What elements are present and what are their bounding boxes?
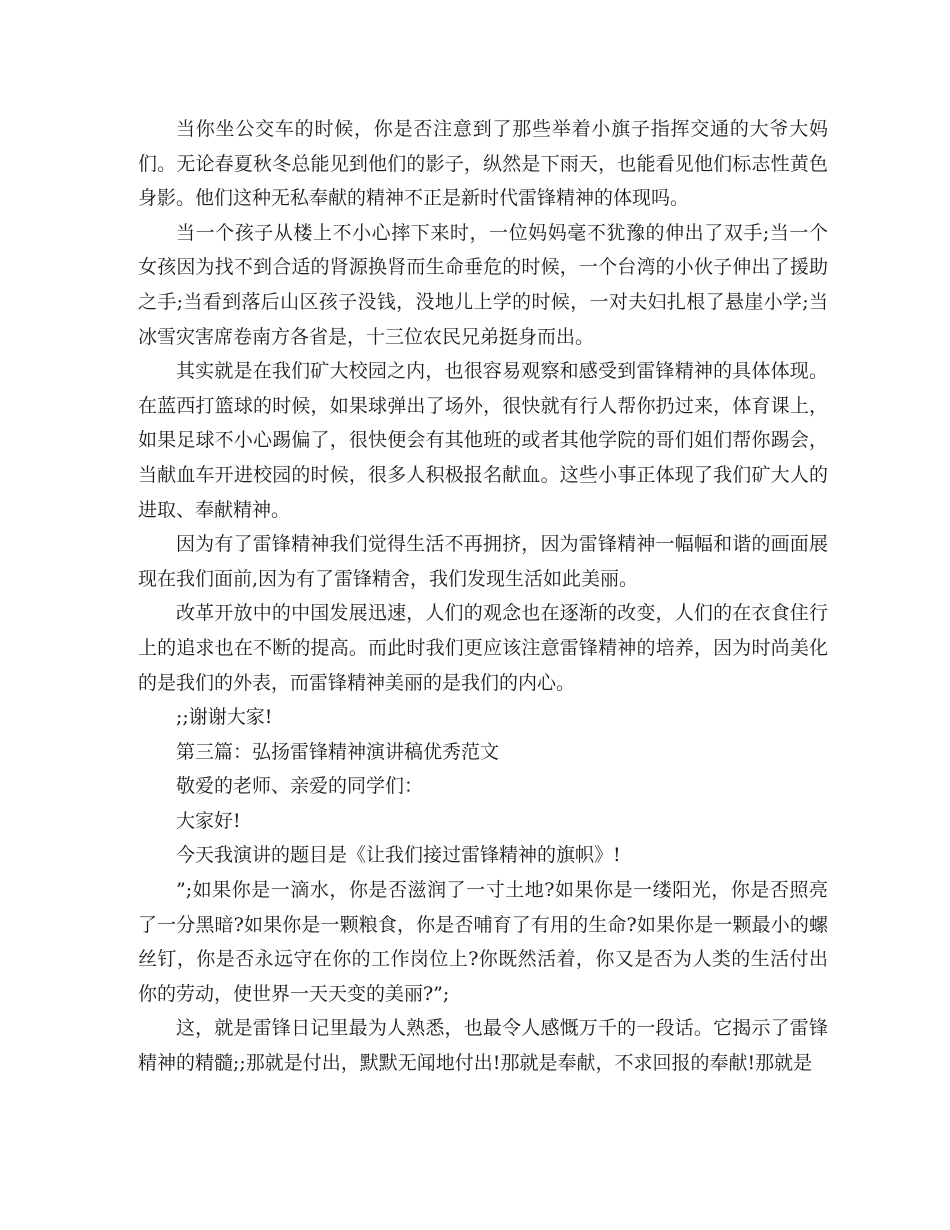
greeting: 大家好!: [176, 809, 241, 832]
paragraph: ”;如果你是一滴水，你是否滋润了一寸土地?如果你是一缕阳光，你是否照亮了一分黑暗?如果你是一颗粮食，你是否哺育了有用的生命?如果你是一颗最小的螺丝钉，你是否永远守在你的工作岗位上?你既然活着，你又是否为人类的生活付出你的劳动，使世界一天天变的美丽?”;: [138, 879, 828, 1005]
paragraph: 因为有了雷锋精神我们觉得生活不再拥挤，因为雷锋精神一幅幅和谐的画面展现在我们面前,因为有了雷锋精舍，我们发现生活如此美丽。: [138, 533, 828, 590]
salutation: 敬爱的老师、亲爱的同学们：: [176, 775, 424, 798]
paragraph: 当一个孩子从楼上不小心摔下来时，一位妈妈毫不犹豫的伸出了双手;当一个女孩因为找不到合适的肾源换肾而生命垂危的时候，一个台湾的小伙子伸出了援助之手;当看到落后山区孩子没钱，没地儿上学的时候，一对夫妇扎根了悬崖小学;当冰雪灾害席卷南方各省是，十三位农民兄弟挺身而出。: [138, 221, 828, 348]
paragraph: 改革开放中的中国发展迅速，人们的观念也在逐渐的改变，人们的在衣食住行上的追求也在不断的提高。而此时我们更应该注意雷锋精神的培养，因为时尚美化的是我们的外表，而雷锋精神美丽的是我们的内心。: [138, 602, 828, 694]
speech-title-line: 今天我演讲的题目是《让我们接过雷锋精神的旗帜》!: [176, 844, 621, 867]
paragraph: 当你坐公交车的时候，你是否注意到了那些举着小旗子指挥交通的大爷大妈们。无论春夏秋冬总能见到他们的影子，纵然是下雨天，也能看见他们标志性黄色身影。他们这种无私奉献的精神不正是新时代雷锋精神的体现吗。: [138, 118, 828, 210]
paragraph-thanks: ;;谢谢大家!: [176, 706, 273, 729]
document-body: [138, 112, 828, 1081]
paragraph: 其实就是在我们矿大校园之内，也很容易观察和感受到雷锋精神的具体体现。在蓝西打篮球的时候，如果球弹出了场外，很快就有行人帮你扔过来，体育课上，如果足球不小心踢偏了，很快便会有其他班的或者其他学院的哥们姐们帮你踢会，当献血车开进校园的时候，很多人积极报名献血。这些小事正体现了我们矿大人的进取、奉献精神。: [138, 360, 828, 521]
section-heading: 第三篇：弘扬雷锋精神演讲稿优秀范文: [176, 740, 500, 763]
paragraph: 这，就是雷锋日记里最为人熟悉，也最令人感慨万千的一段话。它揭示了雷锋精神的精髓;;那就是付出，默默无闻地付出!那就是奉献，不求回报的奉献!那就是: [138, 1017, 828, 1075]
